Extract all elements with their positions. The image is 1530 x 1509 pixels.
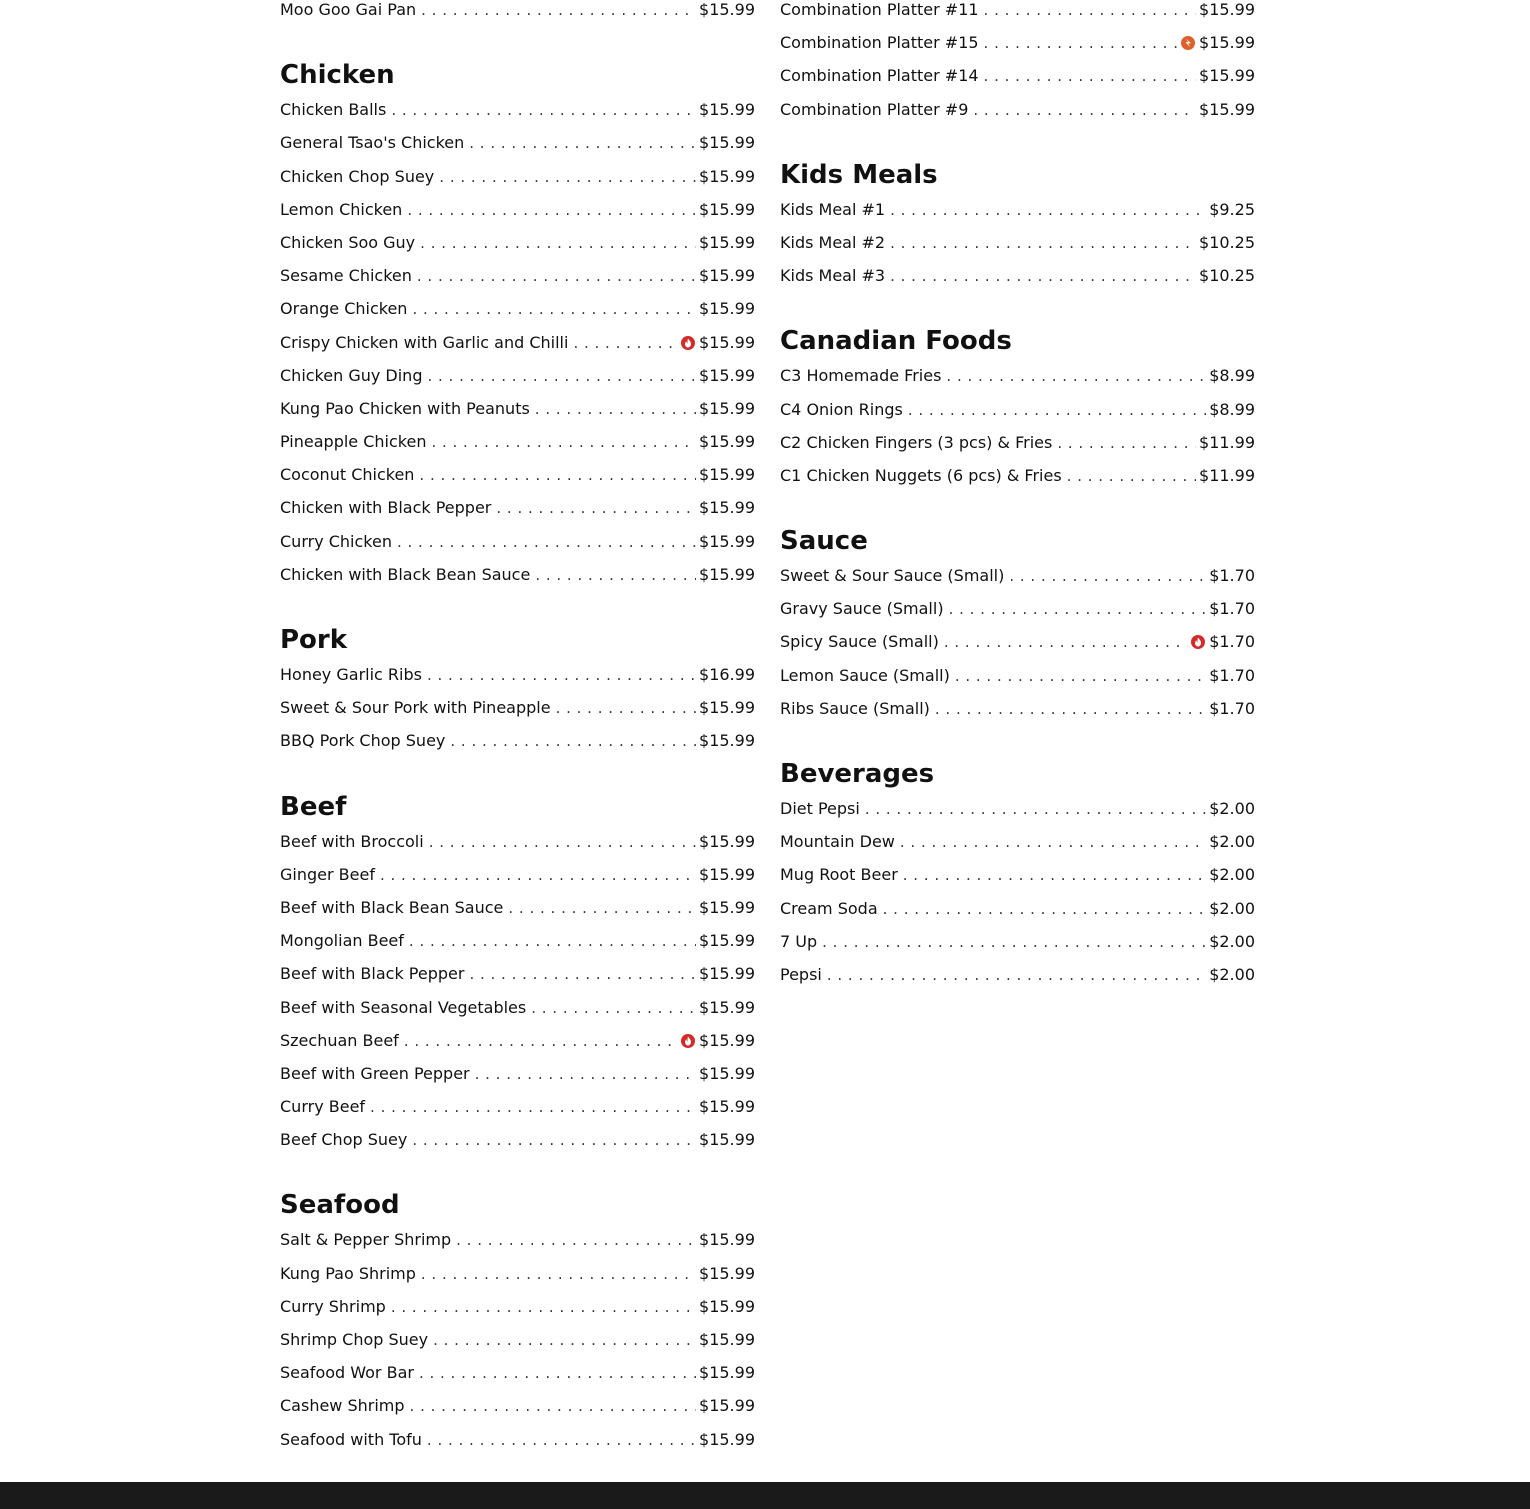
dot-leader (955, 666, 1206, 686)
dot-leader (370, 1097, 696, 1117)
menu-item-name: Combination Platter #9 (780, 99, 969, 119)
menu-item-name: Chicken Chop Suey (280, 166, 435, 186)
menu-item (280, 1264, 755, 1297)
dot-leader (404, 1031, 678, 1051)
flame-icon (1181, 35, 1195, 49)
dot-leader (456, 1230, 696, 1250)
menu-item (280, 731, 755, 764)
menu-item-price: $15.99 (699, 997, 755, 1017)
menu-item (280, 1297, 755, 1330)
menu-column-left (280, 0, 755, 1488)
menu-item-name: Cashew Shrimp (280, 1396, 405, 1416)
menu-item-name: Combination Platter #11 (780, 0, 979, 19)
menu-item-price: $15.99 (699, 398, 755, 418)
menu-item-price: $1.70 (1209, 698, 1255, 718)
dot-leader (419, 465, 696, 485)
menu-item-price: $9.25 (1209, 199, 1255, 219)
menu-item-name: Sesame Chicken (280, 266, 412, 286)
menu-item-name: Kids Meal #3 (780, 266, 886, 286)
menu-item-price: $15.99 (699, 1330, 755, 1349)
dot-leader (900, 832, 1206, 852)
menu-item (780, 100, 1255, 133)
dot-leader (949, 599, 1207, 619)
menu-item-price: $15.99 (699, 1130, 755, 1150)
menu-item-name: Pineapple Chicken (280, 432, 427, 452)
menu-item (280, 865, 755, 898)
menu-item (780, 599, 1255, 632)
menu-item-name: General Tsao's Chicken (280, 133, 465, 153)
dot-leader (412, 1130, 696, 1150)
menu-item (280, 1130, 755, 1163)
dot-leader (573, 333, 678, 353)
menu-item (780, 400, 1255, 433)
menu-item-price: $1.70 (1209, 665, 1255, 685)
menu-item-name: Diet Pepsi (780, 799, 860, 818)
menu-item (280, 399, 755, 432)
menu-item-name: Honey Garlic Ribs (280, 665, 422, 684)
dot-leader (908, 400, 1206, 420)
menu-item (280, 931, 755, 964)
menu-item-name: Mongolian Beef (280, 931, 404, 951)
menu-item-name: Beef with Green Pepper (280, 1063, 470, 1083)
menu-item-price: $15.99 (699, 931, 755, 951)
menu-item (280, 832, 755, 865)
menu-item-price: $8.99 (1209, 399, 1255, 419)
menu-item-price: $15.99 (699, 432, 755, 452)
menu-item (280, 898, 755, 931)
dot-leader (935, 699, 1206, 719)
dot-leader (419, 1363, 696, 1383)
menu-item (280, 1031, 755, 1064)
menu-item-price: $15.99 (699, 1097, 755, 1117)
dot-leader (984, 66, 1196, 86)
menu-item-price: $15.99 (699, 0, 755, 19)
menu-item-name: Sweet & Sour Pork with Pineapple (280, 698, 551, 718)
menu-item-name: Salt & Pepper Shrimp (280, 1230, 452, 1250)
menu-item-price: $15.99 (699, 1296, 755, 1316)
menu-section (780, 757, 1255, 998)
menu-item-price: $2.00 (1209, 865, 1255, 885)
menu-item-name: Beef Chop Suey (280, 1130, 408, 1150)
menu-item (780, 632, 1255, 665)
menu-item (280, 266, 755, 299)
menu-item (780, 865, 1255, 898)
dot-leader (890, 233, 1196, 253)
dot-leader (469, 964, 696, 984)
menu-item-price: $15.99 (699, 1230, 755, 1250)
menu-section (280, 1188, 755, 1462)
menu-section (280, 0, 755, 33)
menu-item-price: $1.70 (1209, 632, 1255, 652)
dot-leader (535, 399, 696, 419)
dot-leader (531, 998, 696, 1018)
menu-item-name: Mug Root Beer (780, 865, 898, 885)
menu-item (280, 498, 755, 531)
menu-item-name: Ribs Sauce (Small) (780, 698, 930, 718)
menu-item-name: Coconut Chicken (280, 465, 415, 485)
menu-item-name: Curry Beef (280, 1097, 366, 1117)
dot-leader (984, 33, 1178, 53)
dot-leader (421, 1264, 696, 1284)
dot-leader (420, 233, 696, 253)
menu-item (780, 233, 1255, 266)
menu-item (280, 964, 755, 997)
menu-column-right (780, 0, 1255, 1023)
dot-leader (1057, 433, 1196, 453)
dot-leader (429, 832, 696, 852)
menu-item (780, 832, 1255, 865)
dot-leader (469, 133, 696, 153)
section-title: Seafood (280, 1190, 400, 1221)
menu-item (780, 566, 1255, 599)
menu-item-price: $8.99 (1209, 366, 1255, 386)
menu-item-name: Pepsi (780, 964, 822, 984)
menu-item (280, 100, 755, 133)
menu-item-price: $2.00 (1209, 832, 1255, 852)
menu-item-price: $15.99 (1199, 33, 1255, 53)
menu-item-price: $15.99 (1199, 66, 1255, 86)
section-title: Beverages (780, 759, 935, 789)
site-footer (0, 1482, 1530, 1509)
spicy-icon (681, 335, 695, 349)
menu-item (780, 0, 1255, 33)
dot-leader (421, 0, 696, 20)
spicy-icon (1191, 634, 1205, 648)
menu-item (280, 299, 755, 332)
menu-item (280, 532, 755, 565)
menu-item-name: Mountain Dew (780, 832, 895, 852)
menu-item-price: $15.99 (699, 1263, 755, 1283)
menu-item (280, 465, 755, 498)
menu-item (780, 366, 1255, 399)
menu-item-name: Spicy Sauce (Small) (780, 632, 939, 652)
dot-leader (417, 266, 696, 286)
menu-item-price: $15.99 (699, 1030, 755, 1050)
menu-item (780, 965, 1255, 998)
menu-item (280, 1064, 755, 1097)
menu-item-price: $15.99 (699, 1429, 755, 1449)
menu-item-price: $11.99 (1199, 465, 1255, 485)
dot-leader (984, 0, 1196, 20)
menu-item-price: $15.99 (699, 232, 755, 252)
menu-item-name: Sweet & Sour Sauce (Small) (780, 566, 1005, 586)
menu-item (280, 1330, 755, 1363)
dot-leader (1009, 566, 1206, 586)
menu-item-price: $2.00 (1209, 931, 1255, 951)
dot-leader (822, 932, 1206, 952)
menu-item-price: $15.99 (699, 166, 755, 186)
menu-item (280, 565, 755, 598)
dot-leader (508, 898, 696, 918)
menu-item-name: Beef with Seasonal Vegetables (280, 997, 527, 1017)
dot-leader (475, 1064, 696, 1084)
dot-leader (409, 931, 696, 951)
menu-item-name: Moo Goo Gai Pan (280, 0, 417, 19)
dot-leader (439, 167, 696, 187)
menu-item-name: Chicken Guy Ding (280, 365, 423, 385)
menu-item-name: C4 Onion Rings (780, 399, 903, 419)
menu-item-name: Beef with Broccoli (280, 831, 424, 851)
menu-item (280, 1430, 755, 1463)
dot-leader (427, 665, 696, 685)
menu-item-name: Kung Pao Chicken with Peanuts (280, 398, 530, 418)
menu-item-name: Kids Meal #2 (780, 232, 886, 252)
menu-item-price: $15.99 (699, 831, 755, 851)
menu-item-name: Gravy Sauce (Small) (780, 599, 944, 619)
menu-item-price: $15.99 (699, 964, 755, 984)
menu-item (280, 133, 755, 166)
menu-item-name: Lemon Chicken (280, 199, 403, 219)
menu-item-name: Chicken with Black Bean Sauce (280, 564, 531, 584)
dot-leader (397, 532, 696, 552)
menu-item-name: Combination Platter #15 (780, 33, 979, 53)
dot-leader (883, 899, 1207, 919)
menu-item (780, 66, 1255, 99)
menu-section (280, 790, 755, 1164)
dot-leader (431, 432, 696, 452)
dot-leader (391, 1297, 696, 1317)
menu-item-name: Ginger Beef (280, 864, 375, 884)
menu-item-name: Kids Meal #1 (780, 199, 886, 219)
menu-section (280, 623, 755, 765)
menu-item-name: Seafood with Tofu (280, 1429, 422, 1449)
menu-item-name: C3 Homemade Fries (780, 366, 942, 386)
menu-item-price: $10.25 (1199, 232, 1255, 252)
dot-leader (410, 1396, 696, 1416)
menu-item-name: C2 Chicken Fingers (3 pcs) & Fries (780, 432, 1053, 452)
menu-item-name: BBQ Pork Chop Suey (280, 731, 446, 751)
menu-section (280, 58, 755, 598)
dot-leader (944, 632, 1188, 652)
menu-section (780, 324, 1255, 499)
menu-item-price: $15.99 (699, 864, 755, 884)
menu-item-name: 7 Up (780, 931, 818, 951)
dot-leader (890, 200, 1206, 220)
menu-item (780, 33, 1255, 66)
menu-section (780, 158, 1255, 300)
menu-item-price: $15.99 (1199, 0, 1255, 19)
menu-item-name: Kung Pao Shrimp (280, 1263, 416, 1283)
menu-item-price: $15.99 (1199, 99, 1255, 119)
menu-item-price: $15.99 (699, 365, 755, 385)
menu-item-name: Curry Shrimp (280, 1296, 386, 1316)
menu-item (280, 233, 755, 266)
menu-item-price: $2.00 (1209, 898, 1255, 918)
menu-item (780, 466, 1255, 499)
menu-item-name: Orange Chicken (280, 299, 408, 319)
menu-item-name: Chicken Balls (280, 100, 387, 120)
menu-item (280, 665, 755, 698)
dot-leader (903, 865, 1206, 885)
menu-item-price: $1.70 (1209, 599, 1255, 619)
dot-leader (890, 266, 1196, 286)
menu-item-price: $10.25 (1199, 266, 1255, 286)
menu-item-price: $15.99 (699, 731, 755, 751)
menu-item-name: Beef with Black Bean Sauce (280, 897, 504, 917)
menu-item (780, 200, 1255, 233)
menu-item-name: Cream Soda (780, 898, 878, 918)
section-title: Pork (280, 625, 348, 655)
menu-item-price: $2.00 (1209, 964, 1255, 984)
dot-leader (496, 498, 696, 518)
dot-leader (407, 200, 696, 220)
menu-item (280, 0, 755, 33)
dot-leader (973, 100, 1196, 120)
menu-item (780, 699, 1255, 732)
menu-item-price: $15.99 (699, 465, 755, 485)
menu-item-name: Beef with Black Pepper (280, 964, 465, 984)
dot-leader (827, 965, 1206, 985)
menu-item (280, 1097, 755, 1130)
menu-item-price: $15.99 (699, 564, 755, 584)
menu-item-price: $15.99 (699, 1363, 755, 1383)
menu-item-price: $15.99 (699, 133, 755, 153)
menu-item (780, 433, 1255, 466)
menu-item (280, 200, 755, 233)
menu-item (780, 899, 1255, 932)
menu-item-name: Lemon Sauce (Small) (780, 665, 950, 685)
menu-section (780, 0, 1255, 133)
dot-leader (1067, 466, 1196, 486)
menu-item-price: $15.99 (699, 698, 755, 718)
dot-leader (556, 698, 696, 718)
menu-item-price: $15.99 (699, 299, 755, 319)
menu-item (280, 1363, 755, 1396)
dot-leader (427, 1430, 696, 1450)
menu-item (280, 1396, 755, 1429)
dot-leader (391, 100, 696, 120)
dot-leader (946, 366, 1206, 386)
dot-leader (865, 799, 1206, 819)
dot-leader (433, 1330, 696, 1350)
section-title: Beef (280, 791, 347, 822)
menu-item-price: $15.99 (699, 1063, 755, 1083)
dot-leader (535, 565, 696, 585)
menu-item-name: Crispy Chicken with Garlic and Chilli (280, 332, 569, 352)
menu-item (780, 666, 1255, 699)
menu-item-price: $15.99 (699, 199, 755, 219)
menu-item-name: Chicken Soo Guy (280, 232, 416, 252)
menu-item (280, 333, 755, 366)
menu-item (280, 167, 755, 200)
spicy-icon (681, 1033, 695, 1047)
menu-item-price: $11.99 (1199, 432, 1255, 452)
menu-item (280, 1230, 755, 1263)
dot-leader (380, 865, 696, 885)
menu-item-price: $2.00 (1209, 799, 1255, 818)
section-title: Kids Meals (780, 159, 938, 190)
section-title: Canadian Foods (780, 326, 1012, 357)
section-title: Sauce (780, 526, 868, 557)
menu-item-price: $15.99 (699, 531, 755, 551)
menu-item-name: Szechuan Beef (280, 1030, 399, 1050)
menu-item (780, 799, 1255, 832)
menu-item-name: Seafood Wor Bar (280, 1363, 414, 1383)
menu-item-name: Curry Chicken (280, 531, 392, 551)
menu-item-name: Chicken with Black Pepper (280, 498, 492, 518)
dot-leader (427, 366, 696, 386)
menu-item-price: $15.99 (699, 897, 755, 917)
menu-item-name: Shrimp Chop Suey (280, 1330, 429, 1349)
menu-item (280, 698, 755, 731)
menu-item-price: $16.99 (699, 665, 755, 684)
menu-item-name: Combination Platter #14 (780, 66, 979, 86)
menu-item-price: $15.99 (699, 498, 755, 518)
dot-leader (412, 299, 696, 319)
menu-item (280, 432, 755, 465)
menu-item-price: $1.70 (1209, 566, 1255, 586)
dot-leader (450, 731, 696, 751)
menu-item (780, 266, 1255, 299)
section-title: Chicken (280, 60, 395, 91)
menu-section (780, 524, 1255, 732)
menu-item-price: $15.99 (699, 332, 755, 352)
menu-item-name: C1 Chicken Nuggets (6 pcs) & Fries (780, 465, 1062, 485)
menu-item (280, 366, 755, 399)
menu-item (780, 932, 1255, 965)
menu-item-price: $15.99 (699, 1396, 755, 1416)
menu-item-price: $15.99 (699, 100, 755, 120)
menu-item (280, 998, 755, 1031)
menu-item-price: $15.99 (699, 266, 755, 286)
